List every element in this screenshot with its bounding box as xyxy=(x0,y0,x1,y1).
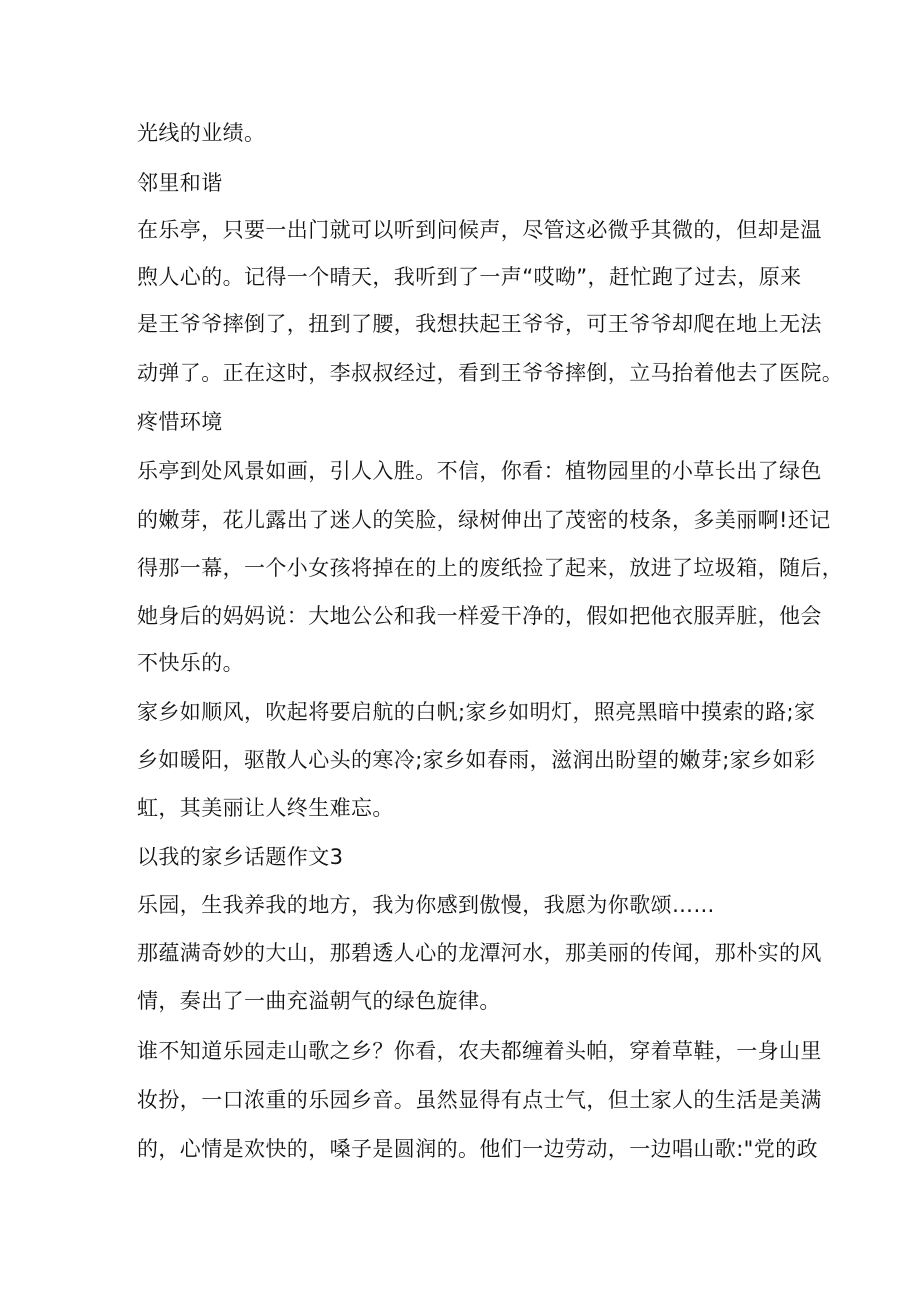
text-line: 的，心情是欢快的，嗓子是圆润的。他们一边劳动，一边唱山歌:"党的政 xyxy=(137,1137,818,1161)
text-line: 乐园，生我养我的地方，我为你感到傲慢，我愿为你歌颂…… xyxy=(137,893,715,917)
text-line: 妆扮，一口浓重的乐园乡音。虽然显得有点士气，但土家人的生活是美满 xyxy=(137,1088,822,1112)
text-line: 得那一幕，一个小女孩将掉在的上的废纸捡了起来，放进了垃圾箱，随后， xyxy=(137,556,844,580)
text-line: 虹，其美丽让人终生难忘。 xyxy=(137,796,394,820)
text-line: 谁不知道乐园走山歌之乡？你看，农夫都缠着头帕，穿着草鞋，一身山里 xyxy=(137,1039,822,1063)
text-line: 光线的业绩。 xyxy=(137,121,266,145)
essay-title-3: 以我的家乡话题作文3 xyxy=(137,845,344,869)
text-line: 乡如暖阳，驱散人心头的寒冷;家乡如春雨，滋润出盼望的嫩芽;家乡如彩 xyxy=(137,748,816,772)
text-line: 是王爷爷摔倒了，扭到了腰，我想扶起王爷爷，可王爷爷却爬在地上无法 xyxy=(137,312,822,336)
section-heading-neighbors: 邻里和谐 xyxy=(137,171,223,195)
text-line: 家乡如顺风，吹起将要启航的白帆;家乡如明灯，照亮黑暗中摸索的路;家 xyxy=(137,700,816,724)
text-line: 情，奏出了一曲充溢朝气的绿色旋律。 xyxy=(137,989,501,1013)
text-line: 乐亭到处风景如画，引人入胜。不信，你看：植物园里的小草长出了绿色 xyxy=(137,459,822,483)
text-line: 那蕴满奇妙的大山，那碧透人心的龙潭河水，那美丽的传闻，那朴实的风 xyxy=(137,941,822,965)
text-line: 煦人心的。记得一个晴天，我听到了一声“哎呦”，赶忙跑了过去，原来 xyxy=(137,265,802,289)
text-line: 动弹了。正在这时，李叔叔经过，看到王爷爷摔倒，立马抬着他去了医院。 xyxy=(137,361,844,385)
section-heading-environment: 疼惜环境 xyxy=(137,410,223,434)
text-line: 她身后的妈妈说：大地公公和我一样爱干净的，假如把他衣服弄脏，他会 xyxy=(137,604,822,628)
text-line: 不快乐的。 xyxy=(137,651,244,675)
text-line: 的嫩芽，花儿露出了迷人的笑脸，绿树伸出了茂密的枝条，多美丽啊!还记 xyxy=(137,508,831,532)
text-line: 在乐亭，只要一出门就可以听到问候声，尽管这必微乎其微的，但却是温 xyxy=(137,218,822,242)
